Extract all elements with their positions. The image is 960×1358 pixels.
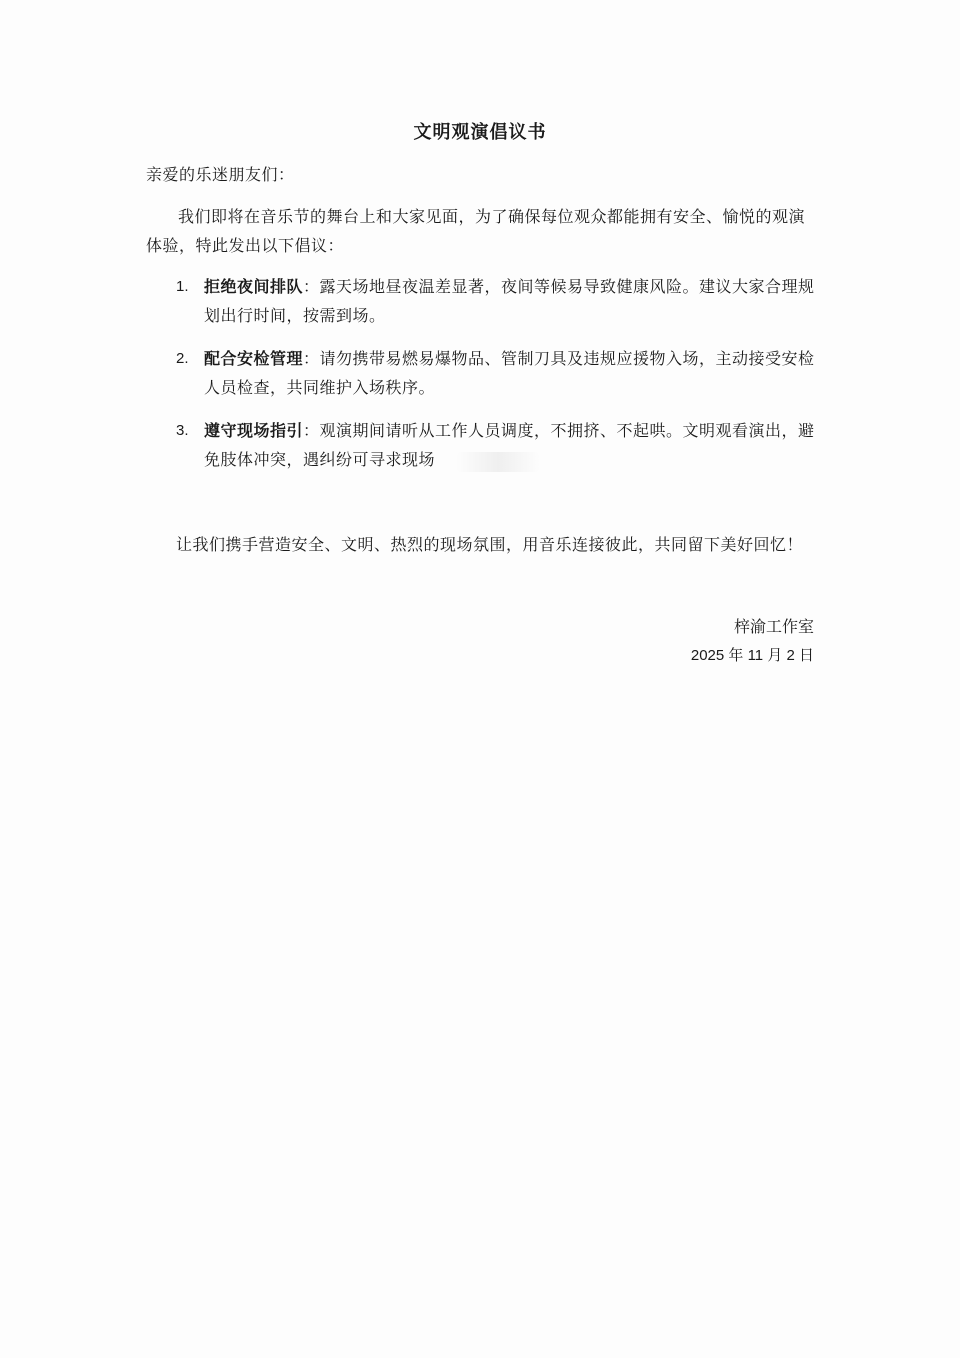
list-item-number: 3. xyxy=(176,422,189,439)
signature-org: 梓渝工作室 xyxy=(733,617,814,636)
signature-block xyxy=(691,612,814,670)
list-item-lead: 拒绝夜间排队 xyxy=(204,277,304,296)
signature-date: 2025 年 11 月 2 日 xyxy=(690,647,814,664)
erased-text-smudge xyxy=(456,452,540,472)
document-title: 文明观演倡议书 xyxy=(413,122,547,143)
salutation: 亲爱的乐迷朋友们： xyxy=(146,165,295,184)
list-item-number: 2. xyxy=(176,350,189,367)
list-item-number: 1. xyxy=(176,278,189,295)
list-item-text: ：请勿携带易燃易爆物品、管制刀具及违规应援物入场，主动接受安检人员检查，共同维护入场秩序。 xyxy=(204,349,815,397)
list-item-lead: 遵守现场指引 xyxy=(204,421,304,440)
intro-paragraph: 我们即将在音乐节的舞台上和大家见面，为了确保每位观众都能拥有安全、愉悦的观演体验，特此发出以下倡议： xyxy=(146,207,806,255)
list-item-lead: 配合安检管理 xyxy=(204,349,304,368)
list-item-text: ：露天场地昼夜温差显著，夜间等候易导致健康风险。建议大家合理规划出行时间，按需到场。 xyxy=(204,277,815,325)
closing-paragraph: 让我们携手营造安全、文明、热烈的现场氛围，用音乐连接彼此，共同留下美好回忆！ xyxy=(176,535,804,554)
list-item-text: ：观演期间请听从工作人员调度，不拥挤、不起哄。文明观看演出，避免肢体冲突，遇纠纷可寻求现场 xyxy=(204,421,815,469)
list-item-body xyxy=(204,272,816,330)
list-item-body xyxy=(204,344,816,402)
